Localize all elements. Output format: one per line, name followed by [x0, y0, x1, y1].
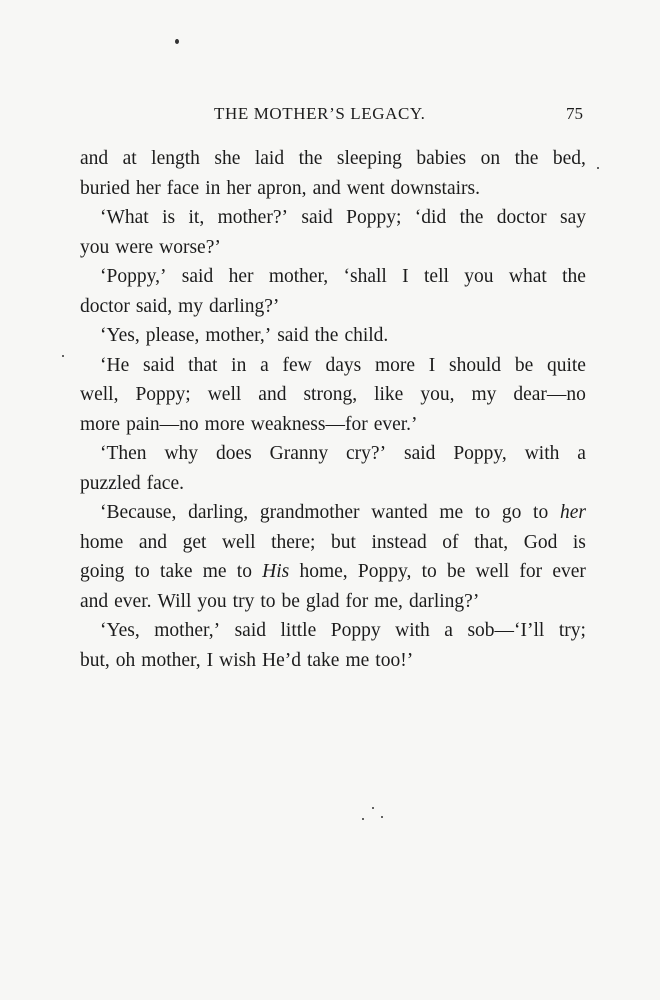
word: with: [524, 443, 560, 464]
text-line: [80, 410, 586, 440]
word: pain—no: [126, 413, 199, 435]
word: she: [214, 148, 241, 169]
word: said,: [135, 295, 173, 317]
word: darling?’: [408, 590, 480, 612]
word: you: [197, 590, 227, 612]
word: darling?’: [209, 295, 280, 317]
text-line: [80, 321, 586, 351]
word: child.: [344, 325, 389, 346]
word: Poppy;: [346, 207, 402, 228]
word: ‘shall: [343, 266, 387, 287]
word: mother,: [268, 266, 329, 287]
word: to: [236, 561, 252, 582]
word: well: [207, 384, 242, 405]
word: her: [228, 266, 254, 287]
word: to: [533, 502, 549, 523]
word: and: [258, 384, 287, 405]
word: more: [80, 413, 121, 435]
word: oh: [115, 649, 136, 671]
text-line: [80, 174, 586, 204]
text-line: [80, 498, 586, 528]
word: puzzled: [80, 472, 141, 494]
word: I: [206, 649, 214, 671]
word: ‘Poppy,’: [100, 266, 167, 287]
word: the: [562, 266, 586, 287]
word: dear—no: [513, 384, 586, 405]
text-line: [80, 557, 586, 587]
text-line: [80, 351, 586, 381]
word: my: [178, 295, 204, 317]
word: grandmother: [259, 502, 360, 523]
word: Poppy;: [135, 384, 191, 405]
word: said: [277, 325, 309, 346]
word: say: [560, 207, 586, 228]
text-line: [80, 203, 586, 233]
word: to: [474, 502, 491, 523]
word: does: [215, 443, 252, 464]
scan-speck: [372, 807, 374, 809]
word: in: [231, 354, 247, 376]
text-line: [80, 262, 586, 292]
word: and: [138, 531, 168, 553]
word: to: [260, 590, 276, 612]
word: weakness—for: [250, 413, 368, 435]
word: a: [260, 354, 269, 376]
text-line: [80, 380, 586, 410]
scan-speck: [362, 818, 364, 820]
word: ‘did: [414, 207, 447, 228]
word: He’d: [261, 649, 301, 671]
word: to: [134, 561, 150, 582]
word: mother,’: [154, 620, 221, 641]
word: mother,: [141, 649, 201, 671]
word: His: [262, 561, 290, 582]
word: wanted: [371, 502, 428, 523]
word: you: [464, 266, 494, 287]
word: well: [475, 561, 510, 582]
word: cry?’: [346, 443, 387, 464]
word: babies: [416, 148, 467, 169]
word: well: [221, 531, 256, 553]
page-number: 75: [566, 104, 583, 123]
text-line: [80, 439, 586, 469]
word: of: [442, 531, 459, 553]
word: please,: [145, 325, 200, 346]
word: said: [234, 620, 266, 641]
word: to: [421, 561, 437, 582]
word: ‘Yes,: [100, 620, 140, 641]
word: try: [232, 590, 255, 612]
page-header: [0, 104, 660, 132]
word: try;: [558, 620, 586, 641]
text-line: [80, 233, 586, 263]
word: at: [122, 148, 137, 169]
word: me: [439, 502, 464, 523]
word: ever.: [114, 590, 152, 612]
word: her: [559, 502, 586, 523]
word: ‘What: [100, 207, 149, 228]
word: apron,: [257, 177, 307, 199]
word: her: [135, 177, 161, 199]
word: be: [446, 561, 466, 582]
word: my: [471, 384, 497, 405]
word: like: [374, 384, 404, 405]
word: went: [346, 177, 385, 199]
running-title: THE MOTHER’S LEGACY.: [214, 104, 426, 123]
word: going: [80, 561, 125, 582]
word: little: [280, 620, 317, 641]
word: on: [480, 148, 501, 169]
word: quite: [546, 354, 586, 376]
word: days: [325, 354, 362, 376]
word: there;: [271, 531, 316, 553]
text-line: [80, 646, 586, 676]
text-line: [80, 292, 586, 322]
word: and: [80, 590, 109, 612]
word: ‘Yes,: [100, 325, 140, 346]
word: were: [115, 236, 154, 258]
word: but: [331, 531, 356, 553]
word: is: [162, 207, 176, 228]
word: it,: [188, 207, 205, 228]
word: with: [395, 620, 430, 641]
text-line: [80, 469, 586, 499]
word: face.: [146, 472, 184, 494]
word: and: [80, 148, 109, 169]
text-line: [80, 587, 586, 617]
word: said: [403, 443, 436, 464]
word: ‘Because,: [100, 502, 177, 523]
word: should: [449, 354, 502, 376]
scan-speck: [62, 355, 64, 357]
word: you,: [420, 384, 455, 405]
word: said: [142, 354, 175, 376]
word: the: [298, 148, 323, 169]
word: wish: [219, 649, 256, 671]
text-line: [80, 616, 586, 646]
word: doctor: [80, 295, 130, 317]
word: Poppy: [330, 620, 381, 641]
word: get: [182, 531, 207, 553]
text-line: [80, 528, 586, 558]
word: bed,: [552, 148, 586, 169]
word: is: [572, 531, 586, 553]
word: why: [164, 443, 199, 464]
word: what: [508, 266, 547, 287]
word: ever: [552, 561, 586, 582]
word: said: [301, 207, 333, 228]
word: the: [459, 207, 484, 228]
word: for: [519, 561, 543, 582]
word: mother?’: [217, 207, 288, 228]
word: sleeping: [336, 148, 402, 169]
word: ‘Then: [100, 443, 147, 464]
word: tell: [424, 266, 449, 287]
word: face: [166, 177, 200, 199]
word: God: [523, 531, 558, 553]
word: Poppy,: [453, 443, 507, 464]
word: sob—‘I’ll: [467, 620, 545, 641]
word: mother,’: [205, 325, 272, 346]
word: a: [444, 620, 453, 641]
word: go: [501, 502, 522, 523]
word: too!’: [375, 649, 414, 671]
word: said: [181, 266, 214, 287]
word: you: [80, 236, 110, 258]
word: that,: [474, 531, 509, 553]
word: I: [428, 354, 436, 376]
word: in: [205, 177, 221, 199]
word: me: [202, 561, 227, 582]
word: be: [514, 354, 534, 376]
word: Granny: [269, 443, 329, 464]
text-line: [80, 144, 586, 174]
word: for: [345, 590, 369, 612]
word: downstairs.: [390, 177, 480, 199]
word: a: [577, 443, 586, 464]
body-text: [80, 144, 586, 675]
word: the: [514, 148, 539, 169]
word: darling,: [188, 502, 249, 523]
word: worse?’: [159, 236, 221, 258]
word: glad: [305, 590, 340, 612]
word: buried: [80, 177, 130, 199]
word: Will: [157, 590, 192, 612]
word: few: [282, 354, 312, 376]
word: Poppy,: [357, 561, 412, 582]
word: me: [345, 649, 370, 671]
word: ever.’: [373, 413, 418, 435]
scan-speck: [381, 816, 383, 818]
word: length: [151, 148, 200, 169]
scan-speck: [597, 167, 599, 169]
word: take: [160, 561, 193, 582]
word: laid: [254, 148, 285, 169]
word: me,: [374, 590, 403, 612]
word: well,: [80, 384, 119, 405]
word: instead: [371, 531, 427, 553]
word: more: [374, 354, 416, 376]
word: but,: [80, 649, 110, 671]
word: home: [80, 531, 124, 553]
word: more: [204, 413, 245, 435]
word: the: [314, 325, 339, 346]
word: doctor: [496, 207, 547, 228]
scan-speck: [175, 39, 179, 44]
word: home,: [299, 561, 348, 582]
word: be: [281, 590, 300, 612]
word: her: [226, 177, 252, 199]
word: and: [312, 177, 341, 199]
word: ‘He: [100, 354, 130, 376]
word: take: [306, 649, 340, 671]
word: that: [188, 354, 218, 376]
word: I: [402, 266, 409, 287]
word: strong,: [303, 384, 358, 405]
